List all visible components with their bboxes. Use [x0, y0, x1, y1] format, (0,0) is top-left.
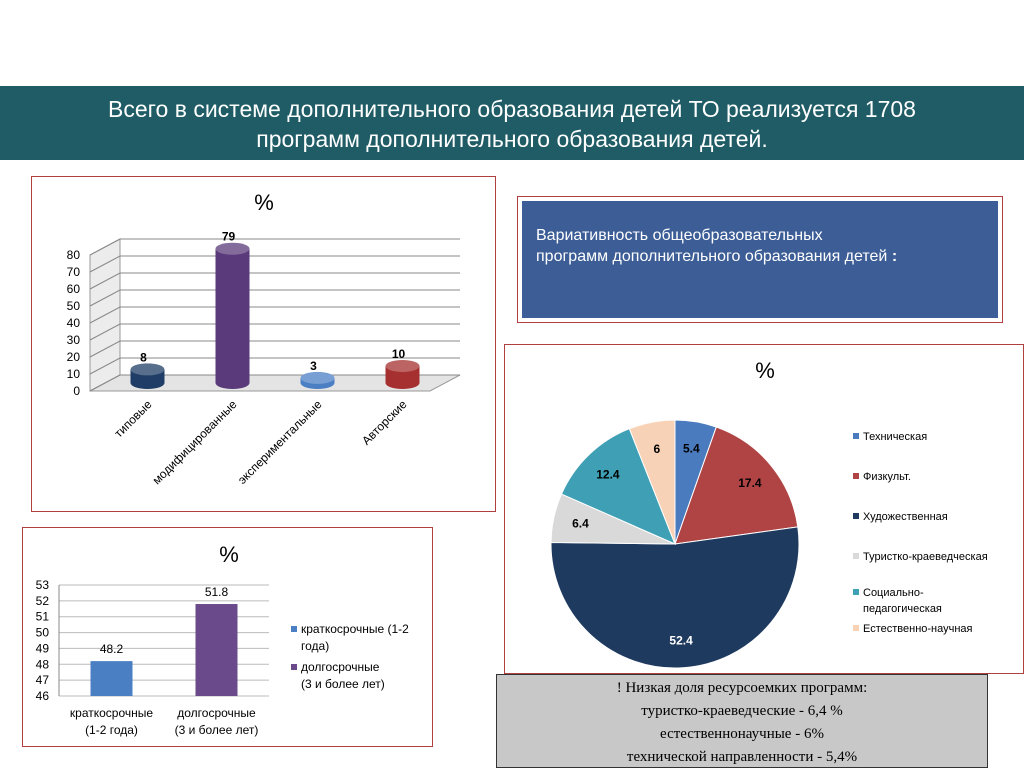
y-tick-label: 0: [73, 384, 80, 398]
bar-2: [216, 243, 250, 389]
pie-value-label: 6: [653, 441, 661, 456]
variability-line-2: программ дополнительного образования детей: [536, 248, 888, 265]
bar-value-label: 51.8: [204, 585, 229, 600]
bar-top: [301, 372, 335, 384]
legend-swatch: [853, 433, 859, 439]
gridline: [90, 307, 460, 323]
low-share-note: [496, 674, 988, 768]
pie-value-label: 6.4: [572, 516, 589, 531]
direction-pie-panel: [504, 344, 1024, 674]
y-tick-label: 49: [35, 641, 49, 656]
bar-value-label: 10: [391, 347, 406, 361]
gridline: [90, 256, 460, 272]
chart-title: %: [219, 542, 239, 567]
y-tick-label: 60: [66, 282, 80, 296]
program-type-chart: [32, 177, 495, 511]
category-label: Авторские: [359, 397, 410, 448]
legend-swatch: [853, 625, 859, 631]
note-line-4: технической направленности - 5,4%: [626, 749, 858, 765]
variability-line-1: Вариативность общеобразовательных: [536, 227, 823, 244]
bar-body: [216, 249, 250, 389]
category-label: (3 и более лет): [174, 723, 259, 737]
legend-label: Естественно-научная: [863, 623, 973, 635]
y-tick-label: 51: [35, 609, 49, 624]
y-tick-label: 20: [66, 350, 80, 364]
duration-chart-panel: [22, 527, 433, 747]
legend-swatch: [291, 664, 297, 670]
y-tick-label: 50: [66, 299, 80, 313]
y-tick-label: 50: [35, 625, 49, 640]
y-tick-label: 70: [66, 265, 80, 279]
bar-top: [386, 360, 420, 372]
bar-4: [386, 360, 420, 389]
bar-1: [91, 661, 133, 696]
pie-value-label: 52.4: [669, 633, 693, 648]
legend-label: педагогическая: [863, 603, 942, 615]
legend-label: краткосрочные (1-2: [301, 622, 409, 636]
gridline: [90, 290, 460, 306]
legend-label: Художественная: [863, 511, 948, 523]
chart-title: %: [254, 190, 274, 215]
y-tick-label: 48: [35, 657, 49, 672]
category-label: долгосрочные: [177, 706, 256, 720]
legend-label: Социально-: [863, 587, 924, 599]
category-label: краткосрочные: [69, 706, 154, 720]
legend-swatch: [853, 473, 859, 479]
y-tick-label: 47: [35, 673, 49, 688]
note-line-2: туристко-краеведческие - 6,4 %: [641, 703, 843, 719]
bar-2: [196, 604, 238, 696]
chart-title: %: [755, 358, 775, 383]
variability-box: [517, 196, 1003, 323]
category-label: типовые: [111, 397, 155, 441]
category-label: экспериментальные: [234, 397, 325, 487]
y-tick-label: 80: [66, 248, 80, 262]
legend-swatch: [291, 626, 297, 632]
title-banner: [0, 86, 1024, 160]
note-line-1: ! Низкая доля ресурсоемких программ:: [616, 680, 868, 696]
category-label: (1-2 года): [85, 723, 138, 737]
banner-line-2: программ дополнительного образования детей.: [256, 126, 768, 152]
program-type-chart-panel: [31, 176, 496, 512]
bar-top: [216, 243, 250, 255]
legend-label: (3 и более лет): [301, 677, 385, 691]
y-tick-label: 52: [35, 593, 49, 608]
legend-label: года): [301, 639, 330, 653]
direction-pie-chart: [505, 345, 1023, 673]
legend-swatch: [853, 513, 859, 519]
bar-3: [301, 372, 335, 389]
legend-label: Техническая: [863, 431, 928, 443]
legend-swatch: [853, 553, 859, 559]
banner-line-1: Всего в системе дополнительного образования детей ТО реализуется 1708: [108, 96, 916, 122]
note-line-3: естественнонаучные - 6%: [660, 726, 824, 742]
duration-chart: [23, 528, 432, 746]
pie-value-label: 5.4: [682, 441, 700, 456]
bar-value-label: 79: [221, 229, 236, 244]
legend-swatch: [853, 589, 859, 595]
bar-value-label: 3: [310, 358, 317, 373]
gridline: [90, 239, 460, 255]
y-tick-label: 46: [35, 689, 49, 703]
pie-value-label: 17.4: [738, 475, 762, 490]
legend-label: Физкульт.: [863, 471, 911, 483]
variability-suffix: :: [887, 248, 898, 265]
legend-label: Туристко-краеведческая: [863, 551, 988, 563]
y-tick-label: 53: [35, 578, 49, 592]
y-tick-label: 30: [66, 333, 80, 347]
gridline: [90, 324, 460, 340]
category-label: модифицированные: [149, 397, 240, 488]
y-tick-label: 10: [66, 367, 80, 381]
gridline: [90, 273, 460, 289]
bar-value-label: 8: [140, 350, 147, 365]
bar-1: [131, 363, 165, 389]
y-tick-label: 40: [66, 316, 80, 330]
bar-value-label: 48.2: [99, 642, 124, 657]
pie-value-label: 12.4: [596, 467, 620, 482]
legend-label: долгосрочные: [301, 660, 380, 674]
bar-top: [131, 363, 165, 375]
